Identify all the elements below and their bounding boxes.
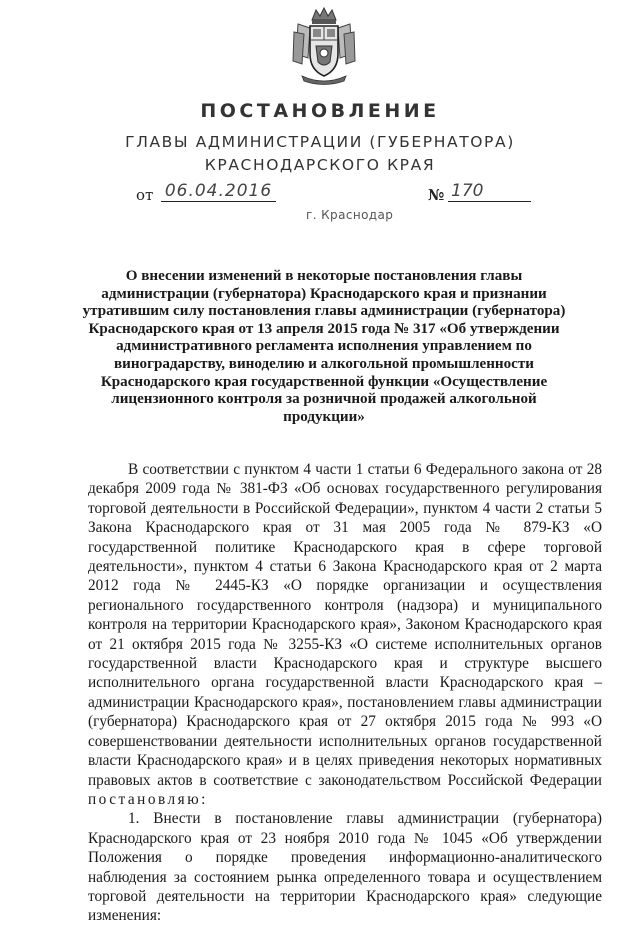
issuer-line-1: ГЛАВЫ АДМИНИСТРАЦИИ (ГУБЕРНАТОРА): [125, 133, 515, 151]
date-value: 06.04.2016: [161, 181, 276, 202]
date-label: от: [136, 186, 154, 204]
city-label: г. Краснодар: [306, 208, 394, 222]
preamble-paragraph: [88, 460, 602, 809]
document-title: О внесении изменений в некоторые постановления главы администрации (губернатора) Краснодарского края и признании утратившим силу постановления главы администрации (губернатора) Краснодарского края от 13 апреля 2015 года № 317 «Об утверждении административного регламента исполнения управлением по виноградарству, виноделию и алкогольной промышленности Краснодарского края государственной функции «Осуществление лицензионного контроля за розничной продажей алкогольной продукции»: [82, 268, 566, 425]
number-value: 170: [448, 181, 531, 202]
decree-word: постановляю:: [88, 790, 208, 808]
document-type-title: ПОСТАНОВЛЕНИЕ: [200, 100, 440, 122]
document-body: [88, 460, 602, 926]
number-label: №: [428, 186, 445, 204]
item-1-paragraph: 1. Внести в постановление главы администрации (губернатора) Краснодарского края от 23 ноября 2010 года № 1045 «Об утверждении Положения о порядке проведения информационно-аналитического наблюдения за состоянием рынка определенного товара и осуществлением торговой деятельности на территории Краснодарского края» следующие изменения:: [88, 810, 602, 925]
issuer-line-2: КРАСНОДАРСКОГО КРАЯ: [204, 156, 436, 174]
preamble-text: В соответствии с пунктом 4 части 1 статьи 6 Федерального закона от 28 декабря 2009 года № 381-ФЗ «Об основах государственного регулирования торговой деятельности в Российской Федерации», пунктом 4 части 2 статьи 5 Закона Краснодарского края от 31 мая 2005 года № 879-КЗ «О государственной политике Краснодарского края в сфере торговой деятельности», пунктом 4 статьи 6 Закона Краснодарского края от 2 марта 2012 года № 2445-КЗ «О порядке организации и осуществления регионального государственного контроля (надзора) и муниципального контроля на территории Краснодарского края», Законом Краснодарского края от 21 октября 2015 года № 3255-КЗ «О системе исполнительных органов государственной власти Краснодарского края и структуре высшего исполнительного органа государственной власти Краснодарского края – администрации Краснодарского края», постановлением главы администрации (губернатора) Краснодарского края от 27 октября 2015 года № 993 «О совершенствовании деятельности исполнительных органов государственной власти Краснодарского края» и в целях приведения некоторых нормативных правовых актов в соответствие с законодательством Российской Федерации: [88, 461, 602, 789]
coat-of-arms-emblem: [292, 6, 356, 86]
